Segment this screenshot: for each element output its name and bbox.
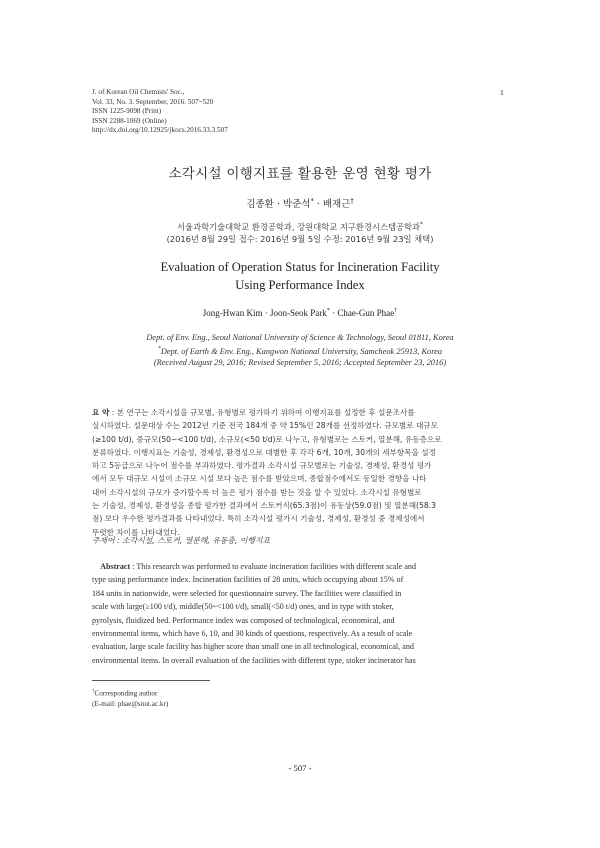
corresponding-mark: † [92, 689, 95, 694]
doi-link[interactable]: http://dx.doi.org/10.12925/jkocs.2016.33.3.507 [92, 126, 228, 135]
abstract-line: 분류하였다. 이행지표는 기술성, 경제성, 환경성으로 대별한 후 각각 6개, 10개, 30개의 세부항목을 설정 [92, 447, 436, 457]
abstract-line: 점) 보다 우수한 평가결과를 나타내었다. 특히 소각시설 평가시 기술성, 경제성, 환경성 중 경제성에서 [92, 514, 425, 524]
abstract-text: : This research was performed to evaluate incineration facilities with different scale and [130, 562, 417, 571]
author-2-ko: 박준석 [282, 199, 311, 210]
abstract-line: (≥100 t/d), 중규모(50~<100 t/d), 소규모(<50 t/d)로 나누고, 유형별로는 스토커, 열분해, 유동층으로 [92, 434, 442, 444]
footnote-author: Corresponding author [94, 689, 158, 698]
affiliation-mark: * [310, 196, 314, 205]
journal-volume: Vol. 33, No. 3. September, 2016. 507~520 [92, 97, 214, 106]
affiliation-2-en-line [0, 344, 600, 358]
journal-name: J. of Korean Oil Chemists' Soc., [92, 88, 185, 96]
affiliation-line [0, 219, 600, 233]
abstract-line: scale with large(≥100 t/d), middle(50~<100 t/d), small(<50 t/d) ones, and in type with stoker, [92, 602, 394, 612]
footnote-divider [92, 680, 210, 681]
journal-info [92, 88, 228, 136]
author-1-en: Jong-Hwan Kim [202, 308, 263, 318]
affiliation-mark: * [420, 222, 423, 228]
abstract-line: environmental items, which have 6, 10, and 30 kinds of questions, respectively. As a result of scale [92, 629, 413, 639]
author-separator: · [273, 199, 283, 210]
footnote-email: (E-mail: phae@snut.ac.kr) [92, 700, 169, 709]
korean-affiliation [0, 219, 600, 246]
affiliation-2-en: Dept. of Earth & Env. Eng., Kangwon National University, Samcheok 25913, Korea [160, 346, 443, 356]
author-3-ko: 배재근 [322, 199, 351, 210]
english-abstract [92, 560, 508, 667]
korean-keywords: 주제어 : 소각시설, 스토커, 열분해, 유동층, 이행지표 [92, 536, 271, 545]
author-separator: · [313, 199, 323, 210]
page-number: 1 [500, 88, 504, 97]
affiliation-mark: * [326, 307, 330, 314]
author-separator: · [329, 308, 338, 318]
english-title [0, 258, 600, 294]
abstract-line: environmental items. In overall evaluation of the facilities with different type, stoker incinerator has [92, 655, 416, 665]
abstract-line: evaluation, large scale facility has higher score than small one in all technological, economical, and [92, 642, 414, 652]
abstract-line: 에서 모두 대규모 시설이 소규모 시설 보다 높은 점수를 받았으며, 종합점수에서도 동일한 경향을 나타 [92, 474, 427, 484]
abstract-label-ko: 요 약 [92, 408, 110, 417]
abstract-line: 184 units in nationwide, were selected for questionnaire survey. The facilities were classified in [92, 588, 402, 598]
korean-abstract [92, 406, 508, 539]
page-footer: - 507 - [288, 763, 312, 773]
abstract-line: 는 기술성, 경제성, 환경성을 종합 평가한 결과에서 스토커식(65.3점)이 유동상(59.0점) 및 열분해(58.3 [92, 501, 436, 511]
corresponding-mark: † [350, 196, 354, 205]
english-authors [0, 307, 600, 318]
abstract-line: 내어 소각시설의 규모가 증가할수록 더 높은 평가 점수를 받는 것을 알 수 있었다. 소각시설 유형별로 [92, 487, 422, 497]
author-1-ko: 김종환 [246, 199, 274, 210]
english-title-line-1: Evaluation of Operation Status for Incineration Facility [160, 260, 440, 274]
abstract-line: 뚜렷한 차이를 나타내었다. [92, 527, 180, 537]
abstract-line: type using performance index. Incineration facilities of 28 units, which occupying about 15% of [92, 575, 404, 585]
korean-title: 소각시설 이행지표를 활용한 운영 현황 평가 [168, 166, 432, 182]
author-2-en: Joon-Seok Park [269, 308, 327, 318]
author-3-en: Chae-Gun Phae [337, 308, 395, 318]
abstract-line [92, 406, 508, 419]
issn-online: ISSN 2288-1069 (Online) [92, 116, 167, 125]
abstract-line: 하고 5등급으로 나누어 점수를 부과하였다. 평가결과 소각시설 규모별로는 기술성, 경제성, 환경성 평가 [92, 461, 432, 471]
english-title-line-2: Using Performance Index [235, 278, 365, 292]
received-dates-ko: (2016년 8월 29일 접수: 2016년 9월 5일 수정: 2016년 9월 23일 채택) [166, 234, 434, 245]
english-affiliation [0, 332, 600, 369]
author-separator: · [262, 308, 270, 318]
affiliation-mark: * [157, 345, 161, 352]
corresponding-mark: † [394, 307, 398, 314]
issn-print: ISSN 1225-9098 (Print) [92, 107, 162, 116]
received-dates-en: (Received August 29, 2016; Revised September 5, 2016; Accepted September 23, 2016) [153, 358, 447, 368]
abstract-text: : 본 연구는 소각시설을 규모별, 유형별로 평가하기 위하여 이행지표를 설정한 후 설문조사를 [109, 408, 415, 417]
affiliation-1-en: Dept. of Env. Eng., Seoul National University of Science & Technology, Seoul 01811, Korea [146, 333, 454, 342]
affiliation-text: 서울과학기술대학교 환경공학과, 강원대학교 지구환경시스템공학과 [177, 221, 421, 232]
footnote-author-line [92, 686, 168, 699]
abstract-label-en: Abstract [100, 562, 131, 571]
footnote [92, 686, 168, 710]
abstract-line [92, 560, 508, 573]
abstract-line: pyrolysis, fluidized bed. Performance index was composed of technological, economical, and [92, 615, 395, 625]
korean-authors [0, 196, 600, 210]
abstract-line: 실시하였다. 설문대상 수는 2012년 기준 전국 184개 중 약 15%인 28개를 선정하였다. 규모별로 대규모 [92, 421, 438, 431]
